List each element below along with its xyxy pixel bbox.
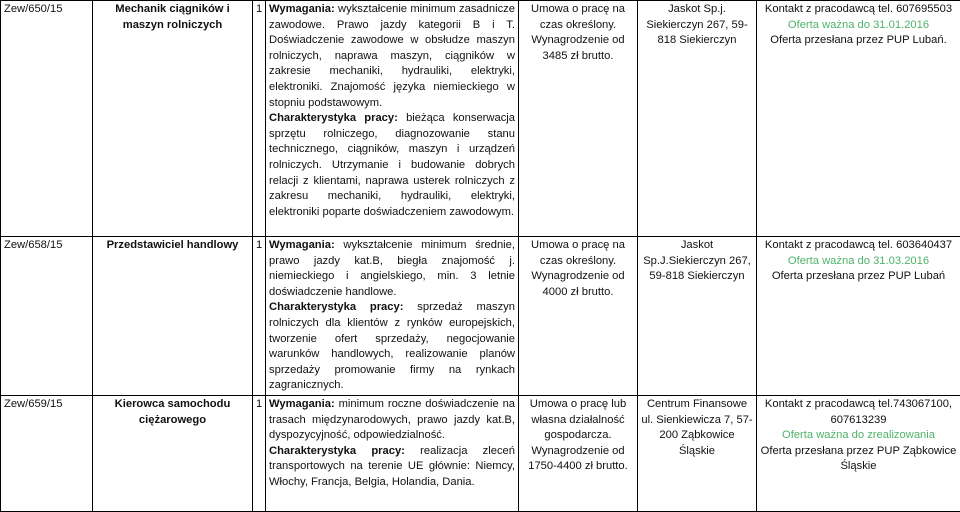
employer-address: ul. Sienkiewicza 7, 57-200 Ząbkowice Śląskie — [641, 413, 753, 460]
salary: Wynagrodzenie od 1750-4400 zł brutto. — [522, 444, 634, 475]
offer-id: Zew/658/15 — [1, 237, 93, 396]
offer-id: Zew/659/15 — [1, 395, 93, 511]
offer-sent-by: Oferta przesłana przez PUP Lubań — [760, 269, 957, 285]
table-row — [1, 1, 960, 237]
requirements-text: minimum roczne doświadczenie na trasach międzynarodowych, prawo jazdy kat.B, dyspozycyjność, odpowiedzialność. — [269, 398, 515, 441]
requirements-label: Wymagania: — [269, 239, 335, 251]
offer-sent-by: Oferta przesłana przez PUP Lubań. — [760, 33, 957, 49]
contact-phone: Kontakt z pracodawcą tel. 603640437 — [760, 238, 957, 254]
table-row — [1, 237, 960, 396]
characteristics-text: sprzedaż maszyn rolniczych dla klientów z rynków europejskich, tworzenie ofert sprzedaży, negocjowanie warunków handlowych, realizowanie planów sprzedaży promowanie firmy na rynkach zagranicznych. — [269, 301, 515, 391]
contact-info — [757, 395, 960, 511]
characteristics-label: Charakterystyka pracy: — [269, 112, 398, 124]
contact-info — [757, 237, 960, 396]
employer — [638, 237, 757, 396]
offer-id: Zew/650/15 — [1, 1, 93, 237]
employer — [638, 395, 757, 511]
offer-valid-until: Oferta ważna do 31.01.2016 — [760, 18, 957, 34]
salary: Wynagrodzenie od 3485 zł brutto. — [522, 33, 634, 64]
employer-name: Jaskot — [641, 238, 753, 254]
characteristics-label: Charakterystyka pracy: — [269, 445, 405, 457]
contract-type: Umowa o pracę na czas określony. — [522, 238, 634, 269]
contract-type: Umowa o pracę lub własna działalność gospodarcza. — [522, 397, 634, 444]
contract-terms — [519, 1, 638, 237]
requirements-text: wykształcenie minimum średnie, prawo jazdy kat.B, biegła znajomość j. niemieckiego i angielskiego, min. 3 letnie doświadczenie handlowe. — [269, 239, 515, 298]
salary: Wynagrodzenie od 4000 zł brutto. — [522, 269, 634, 300]
employer-name: Centrum Finansowe — [641, 397, 753, 413]
offer-sent-by: Oferta przesłana przez PUP Ząbkowice Śląskie — [760, 444, 957, 475]
contact-phone: Kontakt z pracodawcą tel.743067100, 607613239 — [760, 397, 957, 428]
offer-description — [266, 395, 519, 511]
requirements-label: Wymagania: — [269, 398, 335, 410]
vacancy-count: 1 — [253, 395, 266, 511]
position-title: Mechanik ciągników i maszyn rolniczych — [93, 1, 253, 237]
characteristics-text: bieżąca konserwacja sprzętu rolniczego, diagnozowanie stanu technicznego, ciągników, maszyn i urządzeń rolniczych. Utrzymanie i budowanie dobrych relacji z klientami, naprawa usterek rolniczych z zakresu mechaniki, hydrauliki, elektryki, elektroniki poparte doświadczeniem zawodowym. — [269, 112, 515, 218]
offer-description — [266, 1, 519, 237]
contract-terms — [519, 237, 638, 396]
offer-valid-until: Oferta ważna do 31.03.2016 — [760, 254, 957, 270]
characteristics-text: realizacja zleceń transportowych na terenie UE głównie: Niemcy, Włochy, Francja, Belgia, Holandia, Dania. — [269, 445, 515, 488]
vacancy-count: 1 — [253, 1, 266, 237]
characteristics-label: Charakterystyka pracy: — [269, 301, 403, 313]
contract-type: Umowa o pracę na czas określony. — [522, 2, 634, 33]
table-row — [1, 395, 960, 511]
vacancy-count: 1 — [253, 237, 266, 396]
offer-valid-until: Oferta ważna do zrealizowania — [760, 428, 957, 444]
employer — [638, 1, 757, 237]
requirements-label: Wymagania: — [269, 3, 335, 15]
contact-info — [757, 1, 960, 237]
employer-address: Sp.J.Siekierczyn 267, 59-818 Siekierczyn — [641, 254, 753, 285]
position-title: Przedstawiciel handlowy — [93, 237, 253, 396]
employer-name: Jaskot Sp.j. — [641, 2, 753, 18]
contact-phone: Kontakt z pracodawcą tel. 607695503 — [760, 2, 957, 18]
offer-description — [266, 237, 519, 396]
requirements-text: wykształcenie minimum zasadnicze zawodowe. Prawo jazdy kategorii B i T. Doświadczenie zawodowe w obsłudze maszyn rolniczych, naprawa maszyn, ciągników w zakresie mechaniki, hydrauliki, elektryki, elektroniki. Znajomość języka niemieckiego w stopniu podstawowym. — [269, 3, 515, 109]
employer-address: Siekierczyn 267, 59-818 Siekierczyn — [641, 18, 753, 49]
contract-terms — [519, 395, 638, 511]
position-title: Kierowca samochodu ciężarowego — [93, 395, 253, 511]
